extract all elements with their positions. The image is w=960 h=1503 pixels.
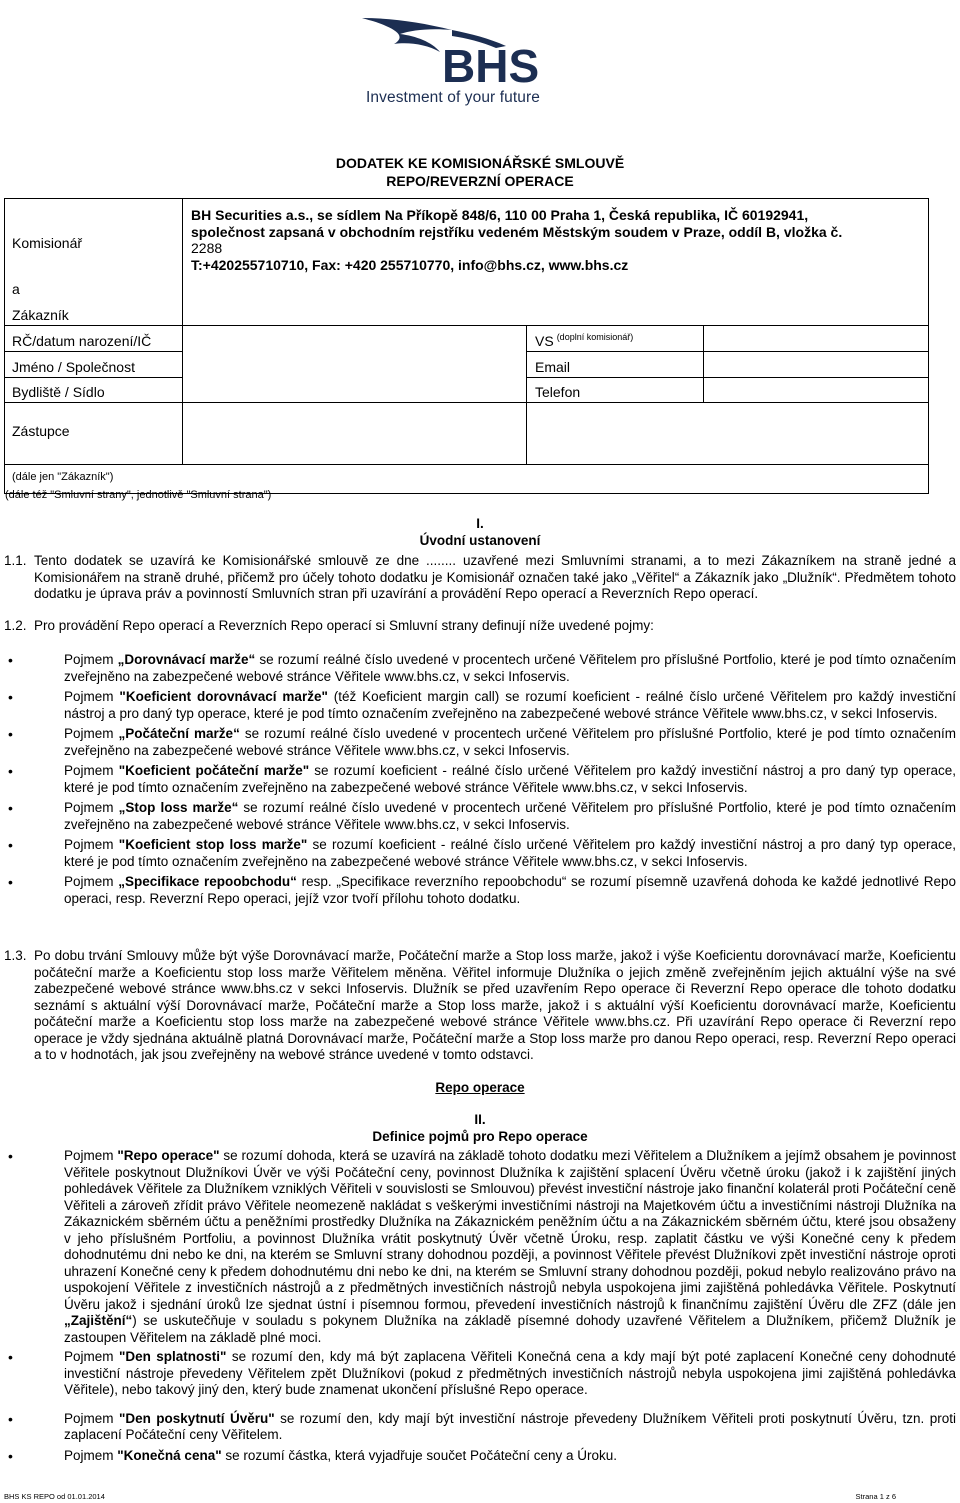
definition-item: • Pojmem "Repo operace" se rozumí dohoda, která se uzavírá na základě tohoto dodatku mezi Věřitelem a Dlužníkem a jejímž obsahem je povinnost Věřitele poskytnout Dlužníkovi Úvěr ve výši Počáteční ceny, povinnost Dlužníka k zajištění splacení Úvěru včetně úroku (jakož i k zajištění jiných pohledávek Věřitele za Dlužníkem vzniklých Věřiteli v souvislosti se Smlouvou) převést investiční nástroje jako finanční kolaterál proti Počáteční ceně Věřiteli a zároveň zřídit právo Věřitele neomezeně nakládat s veškerými investičními nástroji na Majetkovém účtu a investičními nástroji Dlužníka na Zákaznickém sběrném účtu a peněžními prostředky Dlužníka na Zákaznickém peněžním účtu a na Zákaznickém sběrném účtu, které jsou obsaženy v jeho příslušném Portfoliu, a povinnost Dlužníka vrátit poskytnutý Úvěr včetně Úroku, resp. zaplatit částku ve výši Konečné ceny k předem dohodnutému dni nebo ke dni, na kterém se Smluvní strany dohodnou později, a povinnost Věřitele převést Dlužníkovi zpět investiční nástroje oproti uhrazení Konečné ceny k předem dohodnutému dni nebo ke dni, na kterém se Smluvní strany dohodnou později, pokud nebylo realizováno právo na uspokojení Věřitele z investičních nástrojů a z předmětných investičních nástrojů nebyla uspokojena jimi zajištěná pohledávka Věřitele. Poskytnutí Úvěru jakož i sjednání úroků lze sjednat ústní i písemnou formou, převedení investičních nástrojů k finančnímu zajištění Úvěru dle ZFZ (dále jen „Zajištění“) se uskutečňuje v souladu s pokynem Dlužníka na základě písemné dohody uzavřené Věřitelem a Dlužníkem, přičemž Dlužník je zastoupen Věřitelem na základě plné moci. — [4, 1148, 956, 1346]
jmeno-field[interactable] — [183, 352, 526, 377]
parties-table — [4, 198, 929, 501]
telefon-label: Telefon — [535, 384, 581, 400]
zastupce-field[interactable] — [183, 403, 929, 464]
email-field[interactable] — [704, 352, 929, 377]
rc-field[interactable] — [183, 326, 526, 351]
section-2-title: Definice pojmů pro Repo operace — [372, 1129, 588, 1144]
section-2-number: II. — [474, 1112, 486, 1127]
section-1-number: I. — [476, 516, 484, 531]
vs-field[interactable] — [704, 326, 929, 351]
komisionar-label: Komisionář — [12, 235, 83, 251]
repo-definitions-list — [4, 1148, 956, 1464]
paragraph-1-3-number: 1.3. — [4, 948, 27, 963]
telefon-field[interactable] — [704, 378, 929, 402]
definitions-list — [4, 652, 956, 907]
footer-page-number: Strana 1 z 6 — [855, 1492, 896, 1501]
paragraph-1-1-number: 1.1. — [4, 553, 27, 568]
email-label: Email — [535, 359, 571, 375]
paragraph-1-1-text: Tento dodatek se uzavírá ke Komisionářské smlouvě ze dne ........ uzavřené mezi Smluvními stranami, a to mezi Zákazníkem na straně jedné a Komisionářem na straně druhé, přičemž pro účely tohoto dodatku je Komisionář označen také jako „Věřitel“ a Zákazník jako „Dlužník“. Předmětem tohoto dodatku je úprava práv a povinností Smluvních stran při uzavírání a provádění Repo operací a Reverzních Repo operací. — [34, 553, 956, 601]
definition-item: • Pojmem „Počáteční marže“ se rozumí reálné číslo uvedené v procentech určené Věřitelem pro příslušné Portfolio, které je pod tímto označením zveřejněno na zabezpečené webové stránce Věřitele www.bhs.cz, v sekci Infoservis. — [4, 726, 956, 759]
zastupce-label: Zástupce — [12, 423, 70, 439]
vs-note: (doplní komisionář) — [556, 332, 634, 342]
bhs-wordmark: BHS — [442, 40, 540, 90]
company-line-3: 2288 — [191, 240, 223, 256]
definition-item: • Pojmem "Koeficient stop loss marže" se rozumí koeficient - reálné číslo určené Věřitelem pro každý investiční nástroj a pro daný typ operace, které je pod tímto označením zveřejněno na zabezpečené webové stránce Věřitele www.bhs.cz, v sekci Infoservis. — [4, 837, 956, 870]
bhs-logo-mark — [360, 8, 600, 90]
definition-item: • Pojmem „Stop loss marže“ se rozumí reálné číslo uvedené v procentech určené Věřitelem pro příslušné Portfolio, které je pod tímto označením zveřejněno na zabezpečené webové stránce Věřitele www.bhs.cz, v sekci Infoservis. — [4, 800, 956, 833]
paragraph-1-2-text: Pro provádění Repo operací a Reverzních Repo operací si Smluvní strany definují níže uvedené pojmy: — [34, 618, 654, 633]
document-title: DODATEK KE KOMISIONÁŘSKÉ SMLOUVĚ — [335, 155, 625, 171]
jmeno-label: Jméno / Společnost — [12, 359, 135, 375]
definition-item: • Pojmem "Konečná cena" se rozumí částka, která vyjadřuje součet Počáteční ceny a Úroku. — [4, 1448, 956, 1465]
company-line-2: společnost zapsaná v obchodním rejstříku vedeném Městským soudem v Praze, oddíl B, vložka č. — [191, 223, 843, 240]
logo-slogan: Investment of your future — [366, 89, 540, 106]
bydliste-label: Bydliště / Sídlo — [12, 384, 105, 400]
a-label: a — [12, 281, 20, 297]
paragraph-1-3 — [4, 948, 956, 1064]
definition-item: • Pojmem "Koeficient počáteční marže" se rozumí koeficient - reálné číslo určené Věřitelem pro každý investiční nástroj a pro daný typ operace, které je pod tímto označením zveřejněno na zabezpečené webové stránce Věřitele www.bhs.cz, v sekci Infoservis. — [4, 763, 956, 796]
definition-item: • Pojmem „Specifikace repoobchodu“ resp. „Specifikace reverzního repoobchodu“ se rozumí písemně uzavřená dohoda ke každé jednotlivé Repo operaci, resp. Reverzní Repo operaci, jejíž vzor tvoří přílohu tohoto dodatku. — [4, 874, 956, 907]
definition-item: • Pojmem "Den poskytnutí Úvěru" se rozumí den, kdy mají být investiční nástroje převedeny Dlužníkem Věřiteli proti poskytnutí Úvěru, tzn. proti zaplacení Počáteční ceny Věřitelem. — [4, 1411, 956, 1444]
paragraph-1-2 — [4, 618, 956, 635]
paragraph-1-3-text: Po dobu trvání Smlouvy může být výše Dorovnávací marže, Počáteční marže a Stop loss marže, jakož i výše Koeficientu dorovnávací marže, Koeficientu počáteční marže a Koeficientu stop loss marže Věřitelem měněna. Věřitel informuje Dlužníka o jejich změně zveřejněním jejich aktuální výše na své zabezpečené webové stránce www.bhs.cz v sekci Infoservis. Dlužník se před uzavřením Repo operace či Reverzní Repo operace dle tohoto dodatku seznámí s aktuální výší Dorovnávací marže, Počáteční marže a Stop loss marže, jakož i s aktuální výší Koeficientu dorovnávací marže, Koeficientu počáteční marže a Koeficientu stop loss marže na zabezpečené webové stránce Věřitele www.bhs.cz. Při uzavírání Repo operace či Reverzní repo operace je vždy sjednána aktuálně platná Dorovnávací marže, Počáteční marže a Stop loss marže pro danou Repo operaci, resp. Reverzní Repo operaci a to v hodnotách, jak jsou zveřejněny na webové stránce uvedené v tomto odstavci. — [34, 948, 956, 1062]
rc-label: RČ/datum narození/IČ — [12, 333, 152, 349]
bydliste-field[interactable] — [183, 378, 526, 402]
footer-document-code: BHS KS REPO od 01.01.2014 — [4, 1492, 105, 1501]
dale-strany: (dále též "Smluvní strany", jednotlivě "Smluvní strana") — [5, 489, 272, 501]
company-info — [191, 207, 926, 273]
bhs-logo — [360, 8, 600, 108]
definition-item: • Pojmem "Den splatnosti" se rozumí den, kdy má být zaplacena Věřiteli Konečná cena a kdy mají být poté zaplacení Konečné ceny dohodnuté investiční nástroje převedeny Věřitelem zpět Dlužníkovi (pokud z předmětných investičních nástrojů nebyla uspokojena jimi zajištěná pohledávka Věřitele), nebo takový jiný den, který bude znamenat ukončení příslušné Repo operace. — [4, 1349, 956, 1399]
zakaznik-label: Zákazník — [12, 307, 69, 323]
definition-item: • Pojmem „Dorovnávací marže“ se rozumí reálné číslo uvedené v procentech určené Věřitelem pro příslušné Portfolio, které je pod tímto označením zveřejněno na zabezpečené webové stránce Věřitele www.bhs.cz, v sekci Infoservis. — [4, 652, 956, 685]
repo-heading: Repo operace — [435, 1080, 525, 1095]
vs-label: VS $^{(doplní komisionář)}$ — [535, 332, 634, 349]
company-line-1: BH Securities a.s., se sídlem Na Příkopě 848/6, 110 00 Praha 1, Česká republika, IČ 60192941, — [191, 207, 809, 223]
paragraph-1-1 — [4, 553, 956, 603]
section-1-title: Úvodní ustanovení — [419, 533, 541, 548]
paragraph-1-2-number: 1.2. — [4, 618, 27, 633]
dale-zakaznik: (dále jen "Zákazník") — [12, 471, 114, 483]
definition-item: • Pojmem "Koeficient dorovnávací marže" (též Koeficient margin call) se rozumí koeficient - reálné číslo určené Věřitelem pro každý investiční nástroj a pro daný typ operace, které je pod tímto označením zveřejněno na zabezpečené webové stránce Věřitele www.bhs.cz, v sekci Infoservis. — [4, 689, 956, 722]
document-subtitle: REPO/REVERZNÍ OPERACE — [386, 173, 574, 189]
company-line-4: T:+420255710710, Fax: +420 255710770, info@bhs.cz, www.bhs.cz — [191, 256, 629, 273]
